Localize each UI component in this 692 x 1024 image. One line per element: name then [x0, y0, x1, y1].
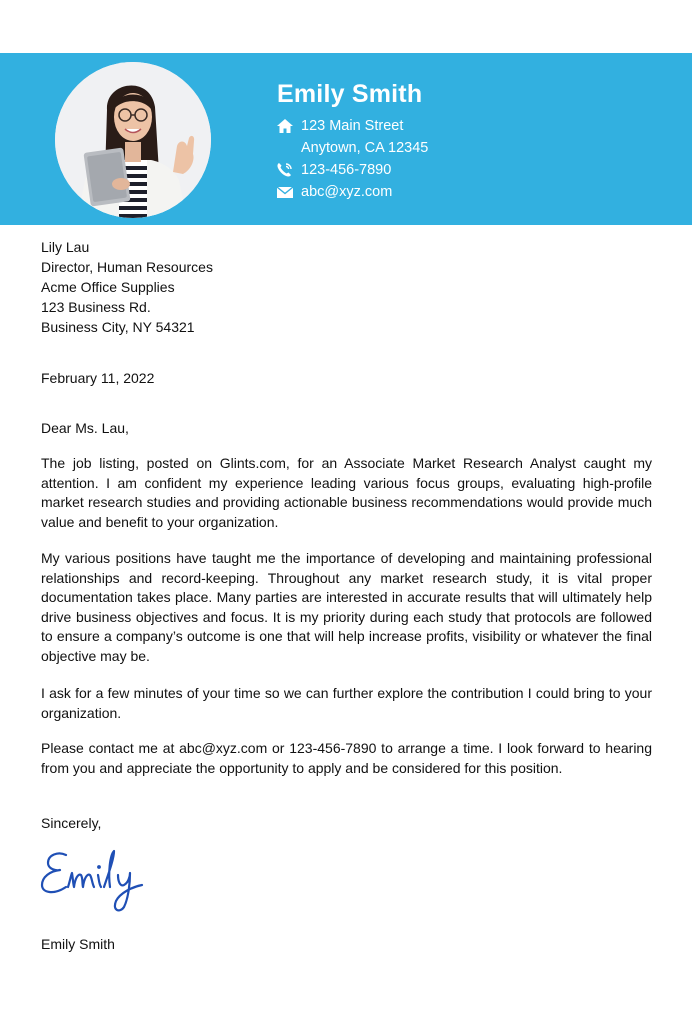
city-text: Anytown, CA 12345 [301, 140, 429, 156]
recipient-title: Director, Human Resources [41, 259, 213, 275]
address-line-2 [301, 140, 428, 156]
closing: Sincerely, [41, 815, 102, 831]
signature-name: Emily Smith [41, 936, 115, 952]
phone-text: 123-456-7890 [301, 162, 392, 178]
salutation: Dear Ms. Lau, [41, 420, 129, 436]
address-line-1 [276, 118, 403, 134]
mail-icon [276, 184, 294, 200]
body-paragraph: My various positions have taught me the importance of developing and maintaining professional relationships and record-keeping. Throughout any market research study, it is vital proper documentation takes place. Many parties are interested in accurate results that will ultimately help drive business objectives and focus. It is my priority during each study that protocols are followed to ensure a company’s outcome is one that will help increase profits, visibility or whatever the final objective may be. [41, 550, 652, 664]
recipient-company: Acme Office Supplies [41, 279, 175, 295]
body-paragraph: I ask for a few minutes of your time so we can further explore the contribution I could bring to your organization. [41, 685, 652, 721]
letter-date: February 11, 2022 [41, 370, 155, 386]
phone-line [276, 162, 391, 178]
recipient-street: 123 Business Rd. [41, 299, 151, 315]
recipient-city: Business City, NY 54321 [41, 319, 195, 335]
street-text: 123 Main Street [301, 118, 404, 134]
home-icon [276, 118, 294, 134]
recipient-name: Lily Lau [41, 239, 90, 255]
profile-photo [55, 62, 211, 218]
phone-icon [276, 162, 294, 178]
email-line [276, 184, 392, 200]
applicant-name: Emily Smith [277, 80, 423, 108]
email-text: abc@xyz.com [301, 184, 393, 200]
body-paragraph: Please contact me at abc@xyz.com or 123-456-7890 to arrange a time. I look forward to hearing from you and appreciate the opportunity to apply and be considered for this position. [41, 740, 652, 776]
body-paragraph: The job listing, posted on Glints.com, for an Associate Market Research Analyst caught my attention. I am confident my experience leading various focus groups, evaluating high-profile market research studies and providing actionable business recommendations would provide much value and benefit to your organization. [41, 455, 652, 530]
handwritten-signature [38, 845, 173, 920]
